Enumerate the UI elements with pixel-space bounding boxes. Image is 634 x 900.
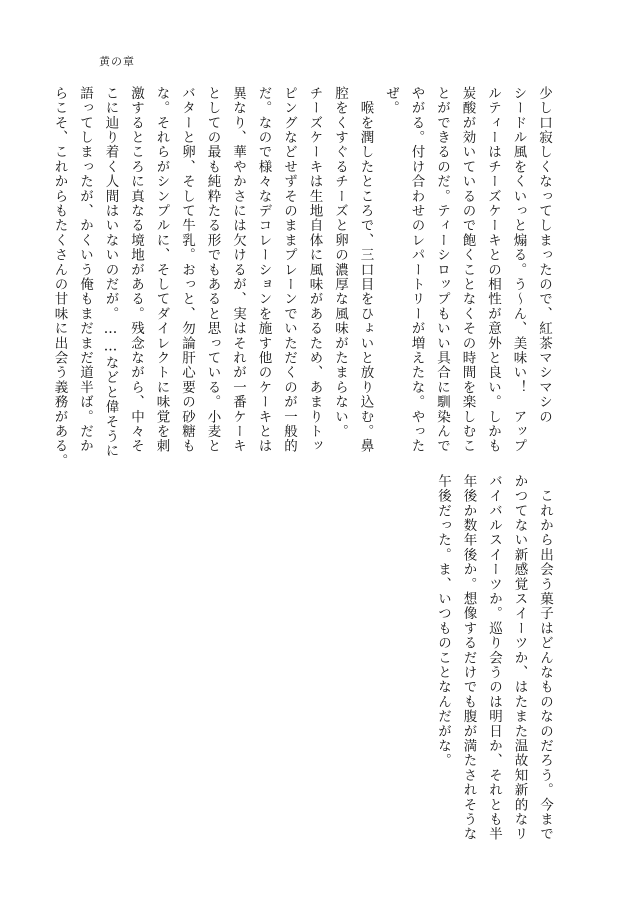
text-line: やがる。付け合わせのレパートリーが増えたな。やった [408,86,425,454]
text-line: とができるのだ。ティーシロップもいい具合に馴染んで [434,86,450,454]
text-line: 腔をくすぐるチーズと卵の濃厚な風味がたまらない。 [332,86,348,439]
text-line: シードル風をくいっと煽る。う〜ん、美味い！ アップ [510,86,527,454]
text-line: 喉を潤したところで、三口目をひょいと放り込む。鼻 [357,86,374,454]
text-line: ルティーはチーズケーキとの相性が意外と良い。しかも [485,86,501,454]
text-line: ぜ。 [383,86,399,116]
text-line: 語ってしまったが、かくいう俺もまだまだ道半ば。だか [77,86,93,454]
lower-text-block [430,474,558,842]
text-line: 午後だった。ま、いつものことなんだがな。 [435,474,451,768]
text-line: な。それらがシンプルに、そしてダイレクトに味覚を刺 [153,86,170,454]
upper-text-block [46,86,556,468]
text-line: バターと卵、そして牛乳。おっと、勿論肝心要の砂糖も [179,86,195,454]
text-line: バイバルスイーツか。巡り会うのは明日か、それとも半 [486,474,502,842]
text-line: 異なり、華やかさには欠けるが、実はそれが一番ケーキ [230,86,246,454]
text-line: 激するところに真なる境地がある。残念ながら、中々そ [128,86,144,454]
text-line: 年後か数年後か。想像するだけでも腹が満たされそうな [460,474,477,842]
chapter-header: 黄の章 [99,55,135,68]
text-line: チーズケーキは生地自体に風味があるため、あまりトッ [306,86,323,454]
text-line: これから出会う菓子はどんなものなのだろう。今まで [537,474,553,842]
text-line: だ。なので様々なデコレーションを施す他のケーキとは [255,86,272,454]
text-line: 少し口寂しくなってしまったので、紅茶マシマシの [536,86,552,425]
text-line: ピングなどせずそのままプレーンでいただくのが一般的 [281,86,297,454]
text-line: としての最も純粋たる形でもあると思っている。小麦と [204,86,221,454]
text-line: かつてない新感覚スイーツか、はたまた温故知新的なリ [511,474,528,842]
text-line: らこそ、これからもたくさんの甘味に出会う義務がある。 [51,86,68,469]
text-line: 炭酸が効いているので飽くことなくその時間を楽しむこ [459,86,476,454]
text-line: こに辿り着く人間はいないのだが。……などと偉そうに [102,86,119,459]
